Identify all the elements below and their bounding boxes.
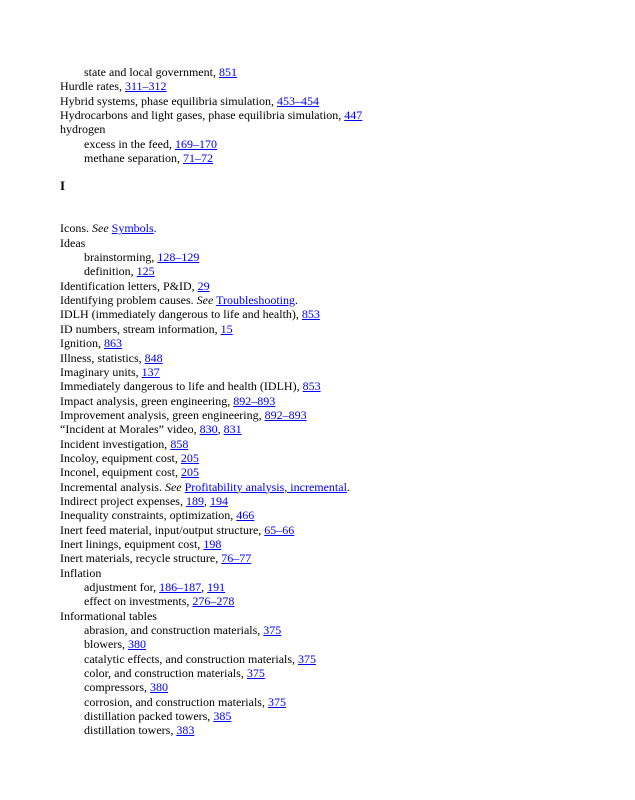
entry-text: Icons. xyxy=(60,221,92,236)
entry-text: definition, xyxy=(84,264,137,279)
page-ref-link[interactable]: 385 xyxy=(213,709,232,724)
index-entry xyxy=(60,480,620,494)
page-ref-link[interactable]: 831 xyxy=(223,422,242,437)
page-ref-link[interactable]: 191 xyxy=(207,580,226,594)
entry-text: Impact analysis, green engineering, xyxy=(60,393,234,408)
index-entry xyxy=(60,566,620,580)
ref-separator: , xyxy=(217,422,224,437)
entry-text: IDLH (immediately dangerous to life and health), xyxy=(60,307,302,322)
page-ref-link[interactable]: 863 xyxy=(104,336,122,351)
entry-text: Incoloy, equipment cost, xyxy=(60,450,181,465)
index-subentry xyxy=(60,723,620,737)
entry-text: blowers, xyxy=(84,637,128,652)
page-ref-link[interactable]: 15 xyxy=(220,321,233,336)
index-entry xyxy=(60,609,620,623)
page-ref-link[interactable]: 858 xyxy=(170,436,189,451)
index-entry xyxy=(60,122,620,136)
page-ref-link[interactable]: 375 xyxy=(246,666,265,681)
entry-text: Hurdle rates, xyxy=(60,79,125,94)
page-ref-link[interactable]: 375 xyxy=(298,651,317,666)
page-ref-link[interactable]: 853 xyxy=(301,307,320,322)
index-entry xyxy=(60,379,620,393)
page-ref-link[interactable]: 383 xyxy=(176,723,195,738)
section-heading: I xyxy=(60,178,66,194)
index-subentry xyxy=(60,250,620,264)
entry-text: hydrogen xyxy=(60,122,106,137)
index-entry xyxy=(60,465,620,479)
index-entry xyxy=(60,221,620,235)
entry-text: Indirect project expenses, xyxy=(60,493,186,508)
entry-text: brainstorming, xyxy=(84,250,158,265)
entry-text: methane separation, xyxy=(84,151,183,166)
entry-text: Identifying problem causes. xyxy=(60,293,197,308)
page-ref-link[interactable]: 848 xyxy=(144,350,163,365)
page-ref-link[interactable]: 125 xyxy=(136,264,155,279)
index-subentry xyxy=(60,580,620,594)
entry-text: Hybrid systems, phase equilibria simulation, xyxy=(60,93,277,108)
page-ref-link[interactable]: 169–170 xyxy=(174,136,217,151)
page-ref-link[interactable]: 453–454 xyxy=(276,93,319,108)
page-ref-link[interactable]: 71–72 xyxy=(182,151,213,166)
page-ref-link[interactable]: 466 xyxy=(236,508,255,523)
index-subentry xyxy=(60,666,620,680)
page-ref-link[interactable]: 853 xyxy=(302,379,321,394)
index-entry xyxy=(60,94,620,108)
index-entry xyxy=(60,508,620,522)
index-subentry xyxy=(60,137,620,151)
see-reference-link[interactable]: Troubleshooting xyxy=(216,293,295,308)
index-entry xyxy=(60,279,620,293)
entry-text: Ignition, xyxy=(60,336,104,351)
page-ref-link[interactable]: 447 xyxy=(344,108,363,123)
entry-text: Improvement analysis, green engineering, xyxy=(60,407,265,422)
entry-text: Informational tables xyxy=(60,608,157,623)
entry-text: Incremental analysis. xyxy=(60,479,165,494)
page-ref-link[interactable]: 830 xyxy=(199,422,218,437)
entry-text: state and local government, xyxy=(84,65,219,79)
page-ref-link[interactable]: 128–129 xyxy=(157,250,200,265)
page-ref-link[interactable]: 186–187 xyxy=(159,580,202,594)
index-subentry xyxy=(60,637,620,651)
entry-text: Ideas xyxy=(60,235,86,250)
index-entry xyxy=(60,293,620,307)
entry-tail: . xyxy=(153,221,157,236)
ref-separator: , xyxy=(201,580,208,594)
entry-text: corrosion, and construction materials, xyxy=(84,694,268,709)
entry-text: Inflation xyxy=(60,565,102,580)
entry-text: “Incident at Morales” video, xyxy=(60,422,200,437)
index-subentry xyxy=(60,680,620,694)
entry-text: excess in the feed, xyxy=(84,136,175,151)
entry-tail: . xyxy=(295,293,298,308)
index-entry xyxy=(60,394,620,408)
see-label: See xyxy=(164,479,182,494)
index-subentry xyxy=(60,594,620,608)
index-subentry xyxy=(60,623,620,637)
page-ref-link[interactable]: 380 xyxy=(150,680,168,695)
index-entry xyxy=(60,322,620,336)
index-entry xyxy=(60,451,620,465)
page-ref-link[interactable]: 205 xyxy=(180,450,199,465)
index-entry xyxy=(60,551,620,565)
index-entry xyxy=(60,365,620,379)
entry-text: Identification letters, P&ID, xyxy=(60,278,198,293)
index-entry xyxy=(60,236,620,250)
index-page xyxy=(60,65,620,738)
index-subentry xyxy=(60,652,620,666)
page-ref-link[interactable]: 380 xyxy=(128,637,146,652)
entry-text: Illness, statistics, xyxy=(60,350,145,365)
index-group-i xyxy=(60,221,620,737)
index-entry xyxy=(60,523,620,537)
index-entry xyxy=(60,79,620,93)
entry-text: Incident investigation, xyxy=(60,436,171,451)
entry-text: distillation packed towers, xyxy=(84,709,214,724)
index-subentry xyxy=(60,264,620,278)
index-entry xyxy=(60,437,620,451)
see-reference-link[interactable]: Symbols xyxy=(111,221,154,236)
entry-text: distillation towers, xyxy=(84,723,177,738)
entry-text: adjustment for, xyxy=(84,580,160,594)
see-reference-link[interactable]: Profitability analysis, incremental xyxy=(184,479,347,494)
page-ref-link[interactable]: 375 xyxy=(263,623,282,638)
page-ref-link[interactable]: 76–77 xyxy=(221,551,252,566)
entry-text: abrasion, and construction materials, xyxy=(84,623,264,638)
index-entry xyxy=(60,537,620,551)
index-entry xyxy=(60,494,620,508)
entry-text: compressors, xyxy=(84,680,150,695)
index-group-h xyxy=(60,65,620,165)
page-ref-link[interactable]: 65–66 xyxy=(264,522,295,537)
entry-text: Imaginary units, xyxy=(60,364,142,379)
page-ref-link[interactable]: 892–893 xyxy=(264,407,307,422)
entry-text: Hydrocarbons and light gases, phase equilibria simulation, xyxy=(60,108,345,123)
page-ref-link[interactable]: 375 xyxy=(267,694,286,709)
page-ref-link[interactable]: 311–312 xyxy=(124,79,167,94)
entry-text: effect on investments, xyxy=(84,594,193,609)
page-ref-link[interactable]: 189 xyxy=(185,493,204,508)
index-entry xyxy=(60,408,620,422)
page-ref-link[interactable]: 205 xyxy=(180,465,199,480)
see-label: See xyxy=(196,293,214,308)
entry-text: Inconel, equipment cost, xyxy=(60,465,181,480)
page-ref-link[interactable]: 194 xyxy=(209,493,228,508)
index-entry xyxy=(60,422,620,436)
ref-separator: , xyxy=(203,493,210,508)
index-subentry xyxy=(60,65,620,79)
page-ref-link[interactable]: 276–278 xyxy=(192,594,235,609)
entry-text: ID numbers, stream information, xyxy=(60,321,221,336)
entry-text: Inert materials, recycle structure, xyxy=(60,551,222,566)
page-ref-link[interactable]: 29 xyxy=(197,278,210,293)
index-entry xyxy=(60,307,620,321)
index-entry xyxy=(60,351,620,365)
index-subentry xyxy=(60,151,620,165)
entry-text: Inert linings, equipment cost, xyxy=(60,536,204,551)
entry-text: catalytic effects, and construction materials, xyxy=(84,651,299,666)
index-subentry xyxy=(60,709,620,723)
entry-text: Inequality constraints, optimization, xyxy=(60,508,237,523)
index-entry xyxy=(60,108,620,122)
entry-tail: . xyxy=(346,479,350,494)
page-ref-link[interactable]: 198 xyxy=(203,536,222,551)
index-entry xyxy=(60,336,620,350)
see-label: See xyxy=(92,221,109,236)
page-ref-link[interactable]: 892–893 xyxy=(233,393,276,408)
entry-text: Immediately dangerous to life and health (IDLH), xyxy=(60,379,303,394)
page-ref-link[interactable]: 851 xyxy=(218,65,237,79)
page-ref-link[interactable]: 137 xyxy=(141,364,160,379)
entry-text: Inert feed material, input/output structure, xyxy=(60,522,265,537)
entry-text: color, and construction materials, xyxy=(84,666,247,681)
index-subentry xyxy=(60,695,620,709)
